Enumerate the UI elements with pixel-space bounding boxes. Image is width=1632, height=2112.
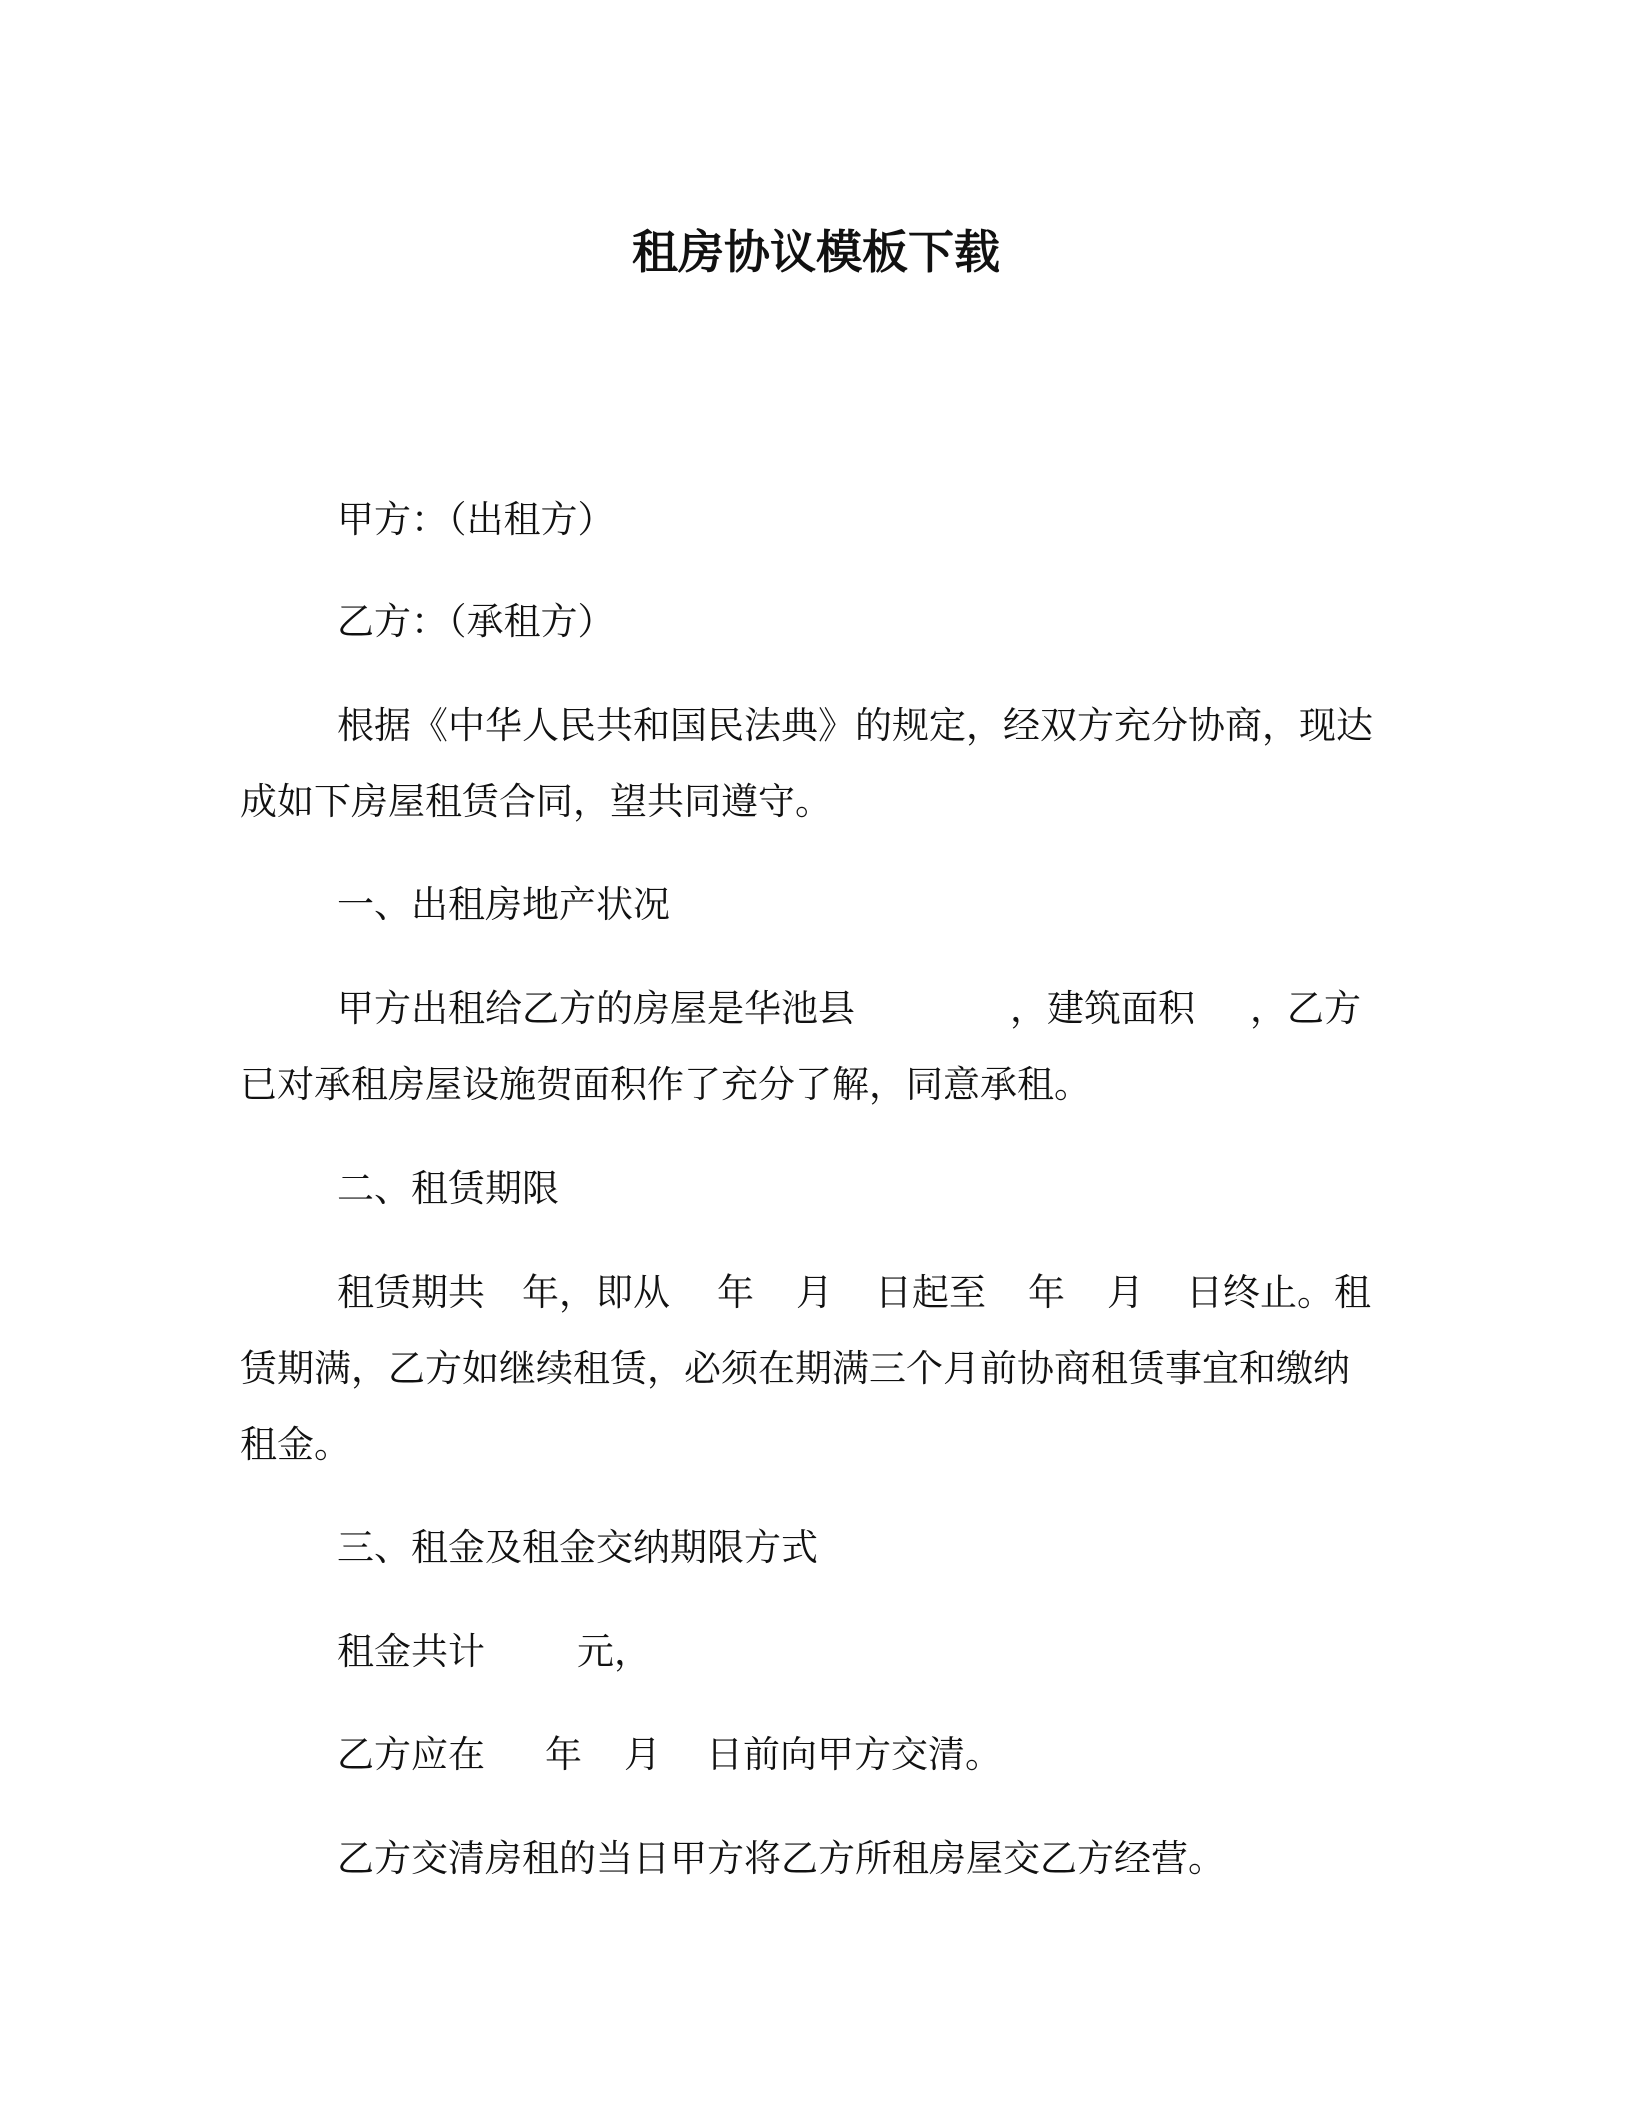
party-a-line: 甲方：（出租方） [337,498,615,541]
section-1-heading: 一、出租房地产状况 [337,883,670,926]
preamble-line-2: 成如下房屋租赁合同，望共同遵守。 [240,780,832,823]
section-2-heading: 二、租赁期限 [337,1167,559,1210]
term-text: 月 [1107,1271,1144,1314]
floor-area-text: ，建筑面积 [1010,987,1195,1030]
section-2-line-2: 赁期满，乙方如继续租赁，必须在期满三个月前协商租赁事宜和缴纳 [240,1347,1350,1390]
payment-text: 日前向甲方交清。 [706,1733,1002,1776]
term-text: 年，即从 [522,1271,670,1314]
payment-text: 年 [545,1733,582,1776]
term-text: 租赁期共 [337,1271,485,1314]
section-1-line-2: 已对承租房屋设施贺面积作了充分了解，同意承租。 [240,1063,1091,1106]
section-3-heading: 三、租金及租金交纳期限方式 [337,1526,818,1569]
term-text: 日终止。租 [1186,1271,1371,1314]
property-location-text: 甲方出租给乙方的房屋是华池县 [337,987,855,1030]
document-title: 租房协议模板下载 [632,225,1000,279]
term-text: 月 [796,1271,833,1314]
term-text: 年 [1028,1271,1065,1314]
section-2-line-3: 租金。 [240,1423,351,1466]
preamble-line-1: 根据《中华人民共和国民法典》的规定，经双方充分协商，现达 [337,704,1373,747]
handover-line: 乙方交清房租的当日甲方将乙方所租房屋交乙方经营。 [337,1837,1225,1880]
term-text: 日起至 [875,1271,986,1314]
section-2-line-1 [337,1269,1371,1317]
party-b-line: 乙方：（承租方） [337,600,615,643]
rent-total-line [337,1628,651,1676]
payment-text: 月 [624,1733,661,1776]
rent-total-text: 租金共计 [337,1630,485,1673]
rent-unit-text: 元， [577,1630,651,1673]
term-text: 年 [717,1271,754,1314]
party-b-text: ，乙方 [1250,987,1361,1030]
payment-deadline-line [337,1731,1002,1779]
payment-text: 乙方应在 [337,1733,485,1776]
section-1-line-1 [337,985,1361,1033]
